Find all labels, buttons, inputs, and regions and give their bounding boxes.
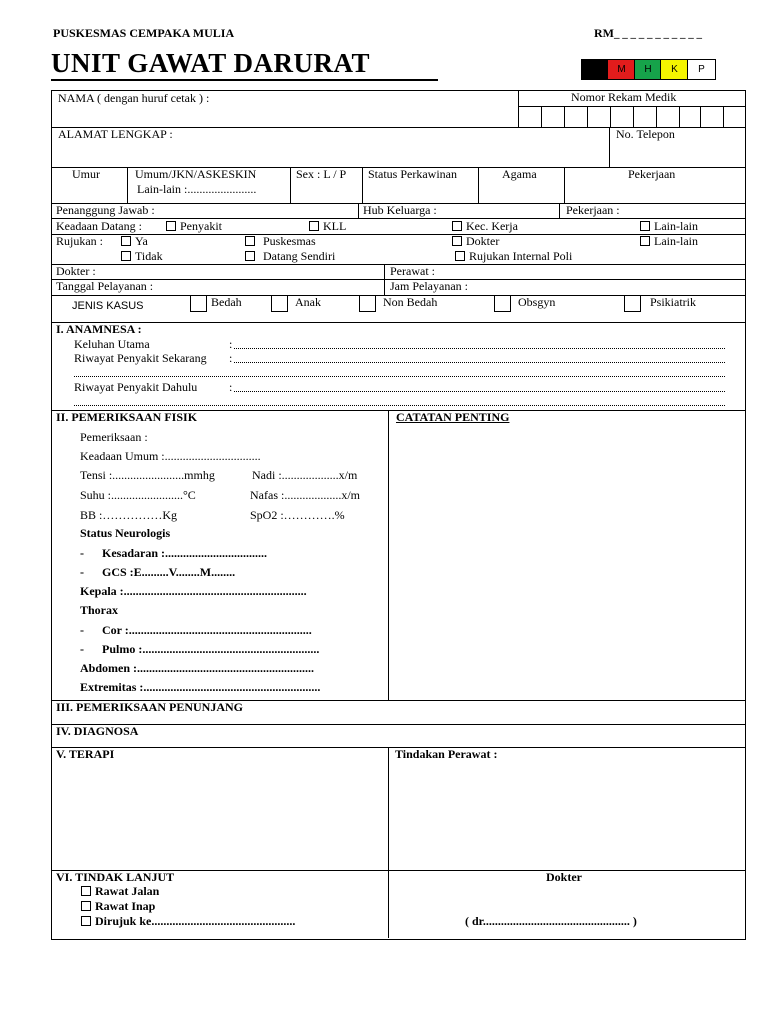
jenis-psikiatrik-label: Psikiatrik (650, 295, 697, 309)
dokter-sign-label: Dokter (546, 870, 582, 884)
option-label: Dokter (466, 234, 500, 248)
nadi-field: Nadi :...................x/m (252, 468, 358, 482)
rujukan-internal[interactable] (455, 249, 572, 264)
anamnesa-title: I. ANAMNESA : (56, 322, 142, 336)
dahulu-dotline[interactable] (234, 391, 725, 392)
triage-black (581, 59, 609, 80)
option-label: Lain-lain (654, 219, 698, 233)
keluhan-label: Keluhan Utama (74, 337, 150, 351)
checkbox[interactable] (452, 221, 462, 231)
col-line (564, 167, 565, 203)
option-label: Datang Sendiri (263, 249, 336, 263)
thorax-label: Thorax (80, 603, 119, 617)
keadaan-penyakit[interactable] (166, 219, 222, 234)
hub-label: Hub Keluarga : (363, 203, 437, 217)
pulmo-field: Pulmo :........................................................... (102, 642, 320, 656)
rm-cell[interactable] (610, 106, 633, 127)
rawat-jalan-option[interactable] (81, 884, 159, 899)
cor-field: Cor :............................................................. (102, 623, 312, 637)
option-label: Rawat Inap (95, 899, 156, 913)
keluhan-dotline[interactable] (234, 348, 725, 349)
umur-label: Umur (72, 167, 100, 181)
rm-cell[interactable] (723, 106, 746, 127)
option-label: Lain-lain (654, 234, 698, 248)
jenis-psikiatrik-box[interactable] (624, 295, 641, 312)
catatan-title: CATATAN PENTING (396, 410, 510, 424)
nafas-field: Nafas :...................x/m (250, 488, 360, 502)
checkbox[interactable] (166, 221, 176, 231)
neuro-label: Status Neurologis (80, 526, 171, 540)
col-line (358, 203, 359, 218)
rm-divider (518, 90, 519, 127)
jenis-bedah-label: Bedah (211, 295, 242, 309)
triage-p: P (687, 59, 716, 80)
pulmo-dash: - (80, 642, 84, 656)
rm-blank: _ _ _ _ _ _ _ _ _ _ _ (614, 28, 702, 40)
kesadaran-dash: - (80, 546, 84, 560)
pekerjaan2-label: Pekerjaan : (566, 203, 620, 217)
diagnosa-title: IV. DIAGNOSA (56, 724, 139, 738)
jenis-nonbedah-box[interactable] (359, 295, 376, 312)
option-label: Rawat Jalan (95, 884, 160, 898)
rm-label (594, 26, 702, 41)
clinic-name: PUSKESMAS CEMPAKA MULIA (53, 26, 235, 40)
rujukan-dokter[interactable] (452, 234, 499, 249)
lain-label: Lain-lain :....................... (137, 182, 257, 196)
tindak-lanjut-title: VI. TINDAK LANJUT (56, 870, 175, 884)
rujukan-lain[interactable] (640, 234, 698, 249)
telepon-label: No. Telepon (616, 127, 675, 141)
umum-label: Umum/JKN/ASKESKIN (135, 167, 257, 181)
cor-dash: - (80, 623, 84, 637)
kesadaran-field: Kesadaran :.................................. (102, 546, 267, 560)
jenis-label: JENIS KASUS (72, 300, 144, 312)
rm-cell[interactable] (587, 106, 610, 127)
jenis-obsgyn-label: Obsgyn (518, 295, 556, 309)
dahulu-dotline[interactable] (74, 405, 725, 406)
dokter-signature[interactable]: ( dr................................................. ) (465, 914, 637, 928)
dahulu-label: Riwayat Penyakit Dahulu (74, 380, 198, 394)
rm-cell[interactable] (679, 106, 702, 127)
penanggung-label: Penanggung Jawab : (56, 203, 155, 217)
form-title: UNIT GAWAT DARURAT (51, 48, 371, 78)
terapi-divider (388, 747, 389, 938)
checkbox[interactable] (452, 236, 462, 246)
abdomen-field: Abdomen :........................................................... (80, 661, 315, 675)
col-line (362, 167, 363, 203)
fisik-divider (388, 410, 389, 700)
perawat-label: Perawat : (390, 264, 435, 278)
option-label: Dirujuk ke................................................ (95, 914, 296, 928)
rujukan-ya[interactable] (121, 234, 148, 249)
keadaan-umum: Keadaan Umum :................................ (80, 449, 261, 463)
jenis-anak-box[interactable] (271, 295, 288, 312)
sekarang-colon: : (229, 351, 233, 365)
rm-cell[interactable] (541, 106, 564, 127)
keadaan-label: Keadaan Datang : (56, 219, 142, 233)
pemeriksaan-label: Pemeriksaan : (80, 430, 148, 444)
option-label: Puskesmas (263, 234, 316, 248)
rujukan-tidak[interactable] (121, 249, 163, 264)
jenis-anak-label: Anak (295, 295, 321, 309)
option-label: Penyakit (180, 219, 222, 233)
checkbox[interactable] (309, 221, 319, 231)
checkbox[interactable] (81, 886, 91, 896)
checkbox[interactable] (121, 236, 131, 246)
rujukan-datang-sendiri[interactable] (245, 249, 335, 264)
option-label: Kec. Kerja (466, 219, 518, 233)
triage-h: H (634, 59, 662, 80)
agama-label: Agama (502, 167, 537, 181)
tensi-field: Tensi :........................mmhg (80, 468, 215, 482)
option-label: Ya (135, 234, 148, 248)
col-line (127, 167, 128, 203)
option-label: Rujukan Internal Poli (469, 249, 573, 263)
sekarang-dotline[interactable] (74, 376, 725, 377)
rujukan-puskesmas[interactable] (245, 234, 316, 249)
dirujuk-option[interactable] (81, 914, 295, 929)
penunjang-title: III. PEMERIKSAAN PENUNJANG (56, 700, 244, 714)
telepon-divider (609, 127, 610, 167)
option-label: KLL (323, 219, 347, 233)
rm-cell[interactable] (700, 106, 723, 127)
checkbox[interactable] (121, 251, 131, 261)
gcs-field: GCS :E.........V........M........ (102, 565, 236, 579)
spo2-field: SpO2 :………….% (250, 508, 345, 522)
rm-cell[interactable] (564, 106, 587, 127)
keadaan-kec-kerja[interactable] (452, 219, 518, 234)
checkbox[interactable] (640, 236, 650, 246)
col-line (290, 167, 291, 203)
tanggal-label: Tanggal Pelayanan : (56, 279, 154, 293)
sex-label: Sex : L / P (296, 167, 347, 181)
triage-k: K (660, 59, 689, 80)
nama-label: NAMA ( dengan huruf cetak ) : (58, 91, 210, 105)
rm-label-text: RM (594, 26, 614, 40)
gcs-dash: - (80, 565, 84, 579)
checkbox[interactable] (245, 251, 255, 261)
status-label: Status Perkawinan (368, 167, 457, 181)
checkbox[interactable] (245, 236, 255, 246)
kepala-field: Kepala :............................................................. (80, 584, 307, 598)
checkbox[interactable] (81, 901, 91, 911)
sekarang-dotline[interactable] (234, 362, 725, 363)
keadaan-kll[interactable] (309, 219, 346, 234)
checkbox[interactable] (455, 251, 465, 261)
fisik-title: II. PEMERIKSAAN FISIK (56, 410, 198, 424)
row-line (51, 724, 745, 725)
nomor-rm-label: Nomor Rekam Medik (571, 90, 677, 104)
bb-field: BB :……………Kg (80, 508, 178, 522)
jenis-bedah-box[interactable] (190, 295, 207, 312)
rm-cell[interactable] (656, 106, 679, 127)
col-line (478, 167, 479, 203)
title-underline (51, 79, 438, 81)
pekerjaan-label: Pekerjaan (628, 167, 676, 181)
rujukan-label: Rujukan : (56, 234, 103, 248)
dokter-label: Dokter : (56, 264, 96, 278)
extremitas-field: Extremitas :........................................................... (80, 680, 321, 694)
checkbox[interactable] (81, 916, 91, 926)
suhu-field: Suhu :........................°C (80, 488, 196, 502)
alamat-label: ALAMAT LENGKAP : (58, 127, 173, 141)
rawat-inap-option[interactable] (81, 899, 155, 914)
jam-label: Jam Pelayanan : (390, 279, 468, 293)
triage-m: M (607, 59, 636, 80)
keluhan-colon: : (229, 337, 233, 351)
option-label: Tidak (135, 249, 163, 263)
dahulu-colon: : (229, 380, 233, 394)
tindakan-title: Tindakan Perawat : (395, 747, 498, 761)
row-line (51, 322, 745, 323)
rm-cell[interactable] (633, 106, 656, 127)
checkbox[interactable] (640, 221, 650, 231)
jenis-obsgyn-box[interactable] (494, 295, 511, 312)
jenis-nonbedah-label: Non Bedah (383, 295, 438, 309)
sekarang-label: Riwayat Penyakit Sekarang (74, 351, 207, 365)
col-line (559, 203, 560, 218)
terapi-title: V. TERAPI (56, 747, 115, 761)
keadaan-lain[interactable] (640, 219, 698, 234)
